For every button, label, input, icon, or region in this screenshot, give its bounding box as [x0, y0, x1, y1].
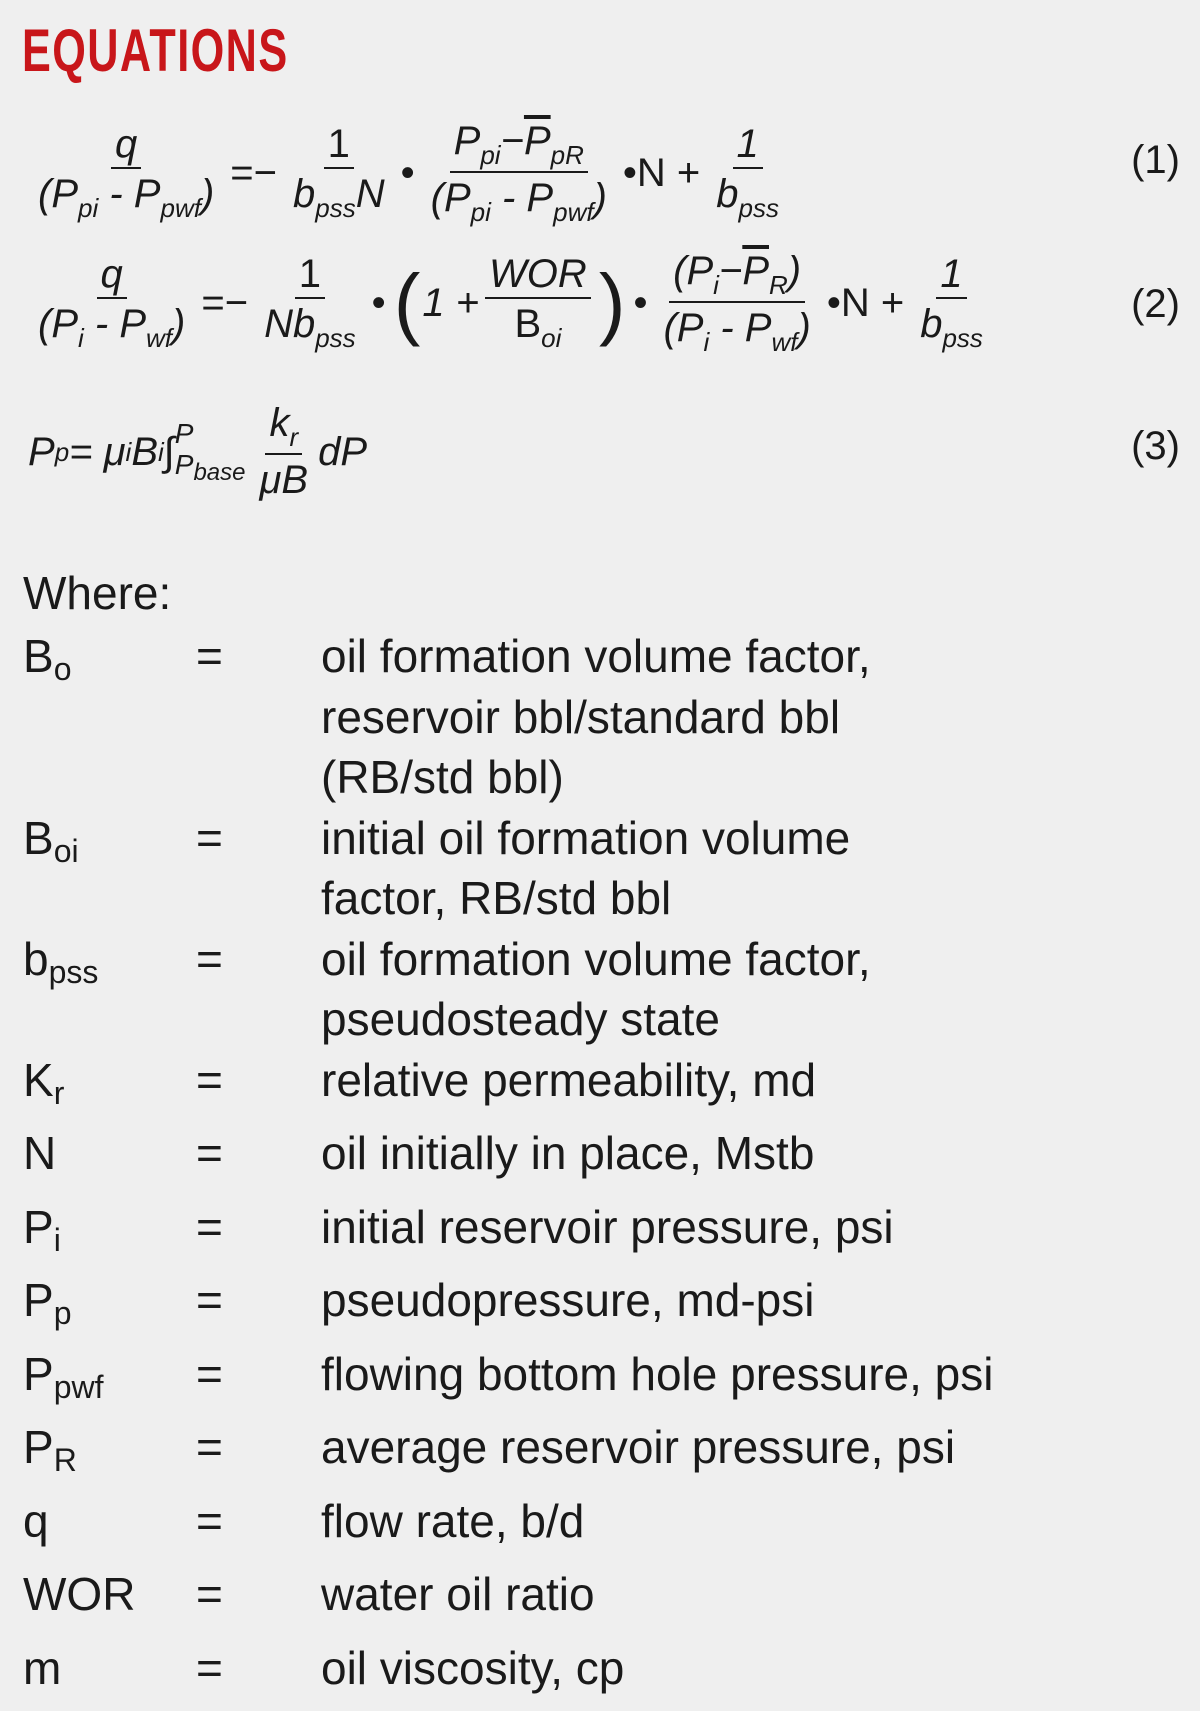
- term: P: [28, 430, 55, 475]
- equation-1: [28, 118, 789, 228]
- numerator: 1: [324, 121, 354, 169]
- subscript: pi: [480, 140, 500, 170]
- term: dP: [318, 430, 367, 475]
- definition-text: [321, 1491, 1121, 1565]
- term: - P: [84, 302, 146, 346]
- fraction: [659, 248, 814, 358]
- equals-sign: =: [196, 1270, 321, 1344]
- integral-limits: [175, 419, 246, 486]
- symbol-subscript: oi: [54, 833, 79, 869]
- symbol-subscript: R: [54, 1442, 77, 1478]
- subscript: pss: [739, 193, 779, 223]
- definition-row: [23, 1564, 1121, 1638]
- subscript: i: [78, 323, 84, 353]
- symbol: P: [23, 1421, 54, 1473]
- subscript: oi: [541, 323, 561, 353]
- definition-row: [23, 929, 1121, 1050]
- subscript: R: [769, 270, 788, 300]
- fraction: [485, 251, 591, 355]
- definition-text: [321, 626, 1121, 808]
- denominator: [510, 299, 565, 355]
- equals-sign: =: [196, 929, 321, 1050]
- operator: •: [372, 281, 386, 326]
- fraction: [256, 400, 313, 505]
- numerator: 1: [733, 121, 763, 169]
- symbol: b: [23, 933, 49, 985]
- fraction: [34, 251, 189, 355]
- subscript: p: [55, 437, 69, 468]
- subscript: wf: [146, 323, 172, 353]
- equals-sign: =: [196, 1417, 321, 1491]
- symbol-subscript: r: [54, 1075, 65, 1111]
- definition-text: [321, 1050, 1121, 1124]
- definition-line: pseudopressure, md-psi: [321, 1270, 1121, 1331]
- term: P: [454, 119, 481, 163]
- subscript: wf: [771, 327, 797, 357]
- subscript: pwf: [160, 193, 200, 223]
- term: (P: [431, 176, 471, 220]
- definition-text: [321, 1123, 1121, 1197]
- symbol-subscript: p: [54, 1295, 72, 1331]
- definition-row: [23, 1050, 1121, 1124]
- denominator: μB: [256, 455, 313, 505]
- definition-text: [321, 1564, 1121, 1638]
- definition-row: [23, 1123, 1121, 1197]
- term: (P: [663, 306, 703, 350]
- section-title: EQUATIONS: [22, 16, 289, 85]
- definition-symbol: [23, 808, 196, 929]
- open-paren: (: [394, 263, 421, 343]
- definition-symbol: [23, 1638, 196, 1711]
- equals-sign: =: [196, 1123, 321, 1197]
- definition-symbol: [23, 1123, 196, 1197]
- subscript: base: [193, 459, 245, 486]
- integral-sign: ∫: [164, 430, 175, 475]
- operator: •N +: [623, 151, 700, 196]
- operator: =−: [230, 151, 277, 196]
- term: ): [797, 306, 810, 350]
- term: ): [788, 249, 801, 293]
- definition-row: [23, 1197, 1121, 1271]
- definition-text: [321, 1270, 1121, 1344]
- where-label: Where:: [23, 566, 171, 620]
- term: b: [920, 302, 942, 346]
- definition-row: [23, 808, 1121, 929]
- equals-sign: =: [196, 1638, 321, 1711]
- denominator: [712, 169, 783, 225]
- denominator: [34, 169, 218, 225]
- subscript: pss: [942, 323, 982, 353]
- term: - P: [98, 172, 160, 216]
- equation-2: [28, 248, 993, 358]
- definition-line: initial oil formation volume: [321, 808, 1121, 869]
- equation-number: (2): [1131, 282, 1180, 327]
- symbol-subscript: pss: [49, 954, 99, 990]
- definition-line: flow rate, b/d: [321, 1491, 1121, 1552]
- symbol-subscript: o: [54, 651, 72, 687]
- denominator: [427, 173, 611, 229]
- numerator: 1: [295, 251, 325, 299]
- definition-line: oil initially in place, Mstb: [321, 1123, 1121, 1184]
- symbol: N: [23, 1127, 56, 1179]
- definition-text: [321, 1638, 1121, 1711]
- subscript: pss: [315, 193, 355, 223]
- equals-sign: =: [196, 1491, 321, 1565]
- subscript: pR: [551, 140, 584, 170]
- definition-text: [321, 808, 1121, 929]
- subscript: pwf: [553, 197, 593, 227]
- term: 1 +: [422, 281, 479, 326]
- definition-symbol: [23, 1344, 196, 1418]
- numerator: q: [97, 251, 127, 299]
- definition-row: [23, 1491, 1121, 1565]
- definition-text: [321, 1344, 1121, 1418]
- symbol: m: [23, 1642, 61, 1694]
- definition-symbol: [23, 1050, 196, 1124]
- equals-sign: =: [196, 1197, 321, 1271]
- definition-symbol: [23, 1197, 196, 1271]
- denominator: [289, 169, 389, 225]
- term: k: [269, 401, 289, 445]
- operator: •N +: [827, 281, 904, 326]
- symbol: WOR: [23, 1568, 135, 1620]
- numerator: WOR: [485, 251, 591, 299]
- definition-row: [23, 1638, 1121, 1711]
- term: Nb: [264, 302, 315, 346]
- fraction: [427, 118, 611, 228]
- symbol: P: [23, 1201, 54, 1253]
- definition-text: [321, 1417, 1121, 1491]
- term: N: [356, 172, 385, 216]
- definition-line: (RB/std bbl): [321, 747, 1121, 808]
- denominator: [659, 303, 814, 359]
- definition-line: reservoir bbl/standard bbl: [321, 687, 1121, 748]
- term: (P: [673, 249, 713, 293]
- subscript: pss: [315, 323, 355, 353]
- symbol: B: [23, 630, 54, 682]
- denominator: [34, 299, 189, 355]
- fraction: [260, 251, 360, 355]
- denominator: [260, 299, 360, 355]
- term: P: [175, 449, 194, 480]
- definition-line: flowing bottom hole pressure, psi: [321, 1344, 1121, 1405]
- term: B: [514, 302, 541, 346]
- definition-symbol: [23, 1417, 196, 1491]
- upper-limit: P: [175, 419, 246, 450]
- operator: •: [401, 151, 415, 196]
- operator: =−: [201, 281, 248, 326]
- equation-3: [28, 400, 367, 505]
- term: b: [293, 172, 315, 216]
- definition-row: [23, 1270, 1121, 1344]
- definition-line: pseudosteady state: [321, 989, 1121, 1050]
- equation-number: (1): [1131, 138, 1180, 183]
- definition-text: [321, 929, 1121, 1050]
- subscript: r: [289, 422, 298, 452]
- term: B: [131, 430, 158, 475]
- subscript: i: [713, 270, 719, 300]
- equals-sign: =: [196, 808, 321, 929]
- definitions-list: [23, 626, 1121, 1711]
- subscript: pi: [471, 197, 491, 227]
- term: −: [719, 249, 742, 293]
- definition-line: average reservoir pressure, psi: [321, 1417, 1121, 1478]
- numerator: [265, 400, 302, 455]
- definition-symbol: [23, 626, 196, 808]
- term: (P: [38, 302, 78, 346]
- term: ): [172, 302, 185, 346]
- definition-row: [23, 1344, 1121, 1418]
- fraction: [34, 121, 218, 225]
- definition-symbol: [23, 929, 196, 1050]
- term: - P: [491, 176, 553, 220]
- denominator: [916, 299, 987, 355]
- definition-line: initial reservoir pressure, psi: [321, 1197, 1121, 1258]
- symbol: P: [23, 1274, 54, 1326]
- fraction: [712, 121, 783, 225]
- equals-sign: =: [196, 1564, 321, 1638]
- definition-text: [321, 1197, 1121, 1271]
- definition-row: [23, 1417, 1121, 1491]
- symbol: B: [23, 812, 54, 864]
- term: −: [501, 119, 524, 163]
- subscript: pi: [78, 193, 98, 223]
- fraction: [916, 251, 987, 355]
- equals-sign: =: [196, 626, 321, 808]
- definition-symbol: [23, 1564, 196, 1638]
- numerator: q: [111, 121, 141, 169]
- close-paren: ): [599, 263, 626, 343]
- numerator: [450, 118, 588, 173]
- lower-limit: [175, 450, 246, 486]
- symbol-subscript: pwf: [54, 1369, 104, 1405]
- numerator: [669, 248, 805, 303]
- definition-line: water oil ratio: [321, 1564, 1121, 1625]
- term: $\overline{P}$: [742, 249, 769, 293]
- symbol-subscript: i: [54, 1222, 61, 1258]
- term: $\overline{P}$: [524, 119, 551, 163]
- definition-symbol: [23, 1270, 196, 1344]
- definition-row: [23, 626, 1121, 808]
- numerator: 1: [936, 251, 966, 299]
- definition-line: oil viscosity, cp: [321, 1638, 1121, 1699]
- symbol: P: [23, 1348, 54, 1400]
- definition-line: oil formation volume factor,: [321, 626, 1121, 687]
- operator: •: [633, 281, 647, 326]
- equation-number: (3): [1131, 424, 1180, 469]
- term: ): [594, 176, 607, 220]
- equals-sign: =: [196, 1050, 321, 1124]
- symbol: q: [23, 1495, 49, 1547]
- term: - P: [709, 306, 771, 350]
- term: = μ: [69, 430, 125, 475]
- definition-line: oil formation volume factor,: [321, 929, 1121, 990]
- equals-sign: =: [196, 1344, 321, 1418]
- definition-line: factor, RB/std bbl: [321, 868, 1121, 929]
- term: ): [201, 172, 214, 216]
- term: (P: [38, 172, 78, 216]
- definition-symbol: [23, 1491, 196, 1565]
- symbol: K: [23, 1054, 54, 1106]
- fraction: [289, 121, 389, 225]
- subscript: i: [126, 437, 132, 468]
- term: b: [716, 172, 738, 216]
- definition-line: relative permeability, md: [321, 1050, 1121, 1111]
- subscript: i: [703, 327, 709, 357]
- subscript: i: [158, 437, 164, 468]
